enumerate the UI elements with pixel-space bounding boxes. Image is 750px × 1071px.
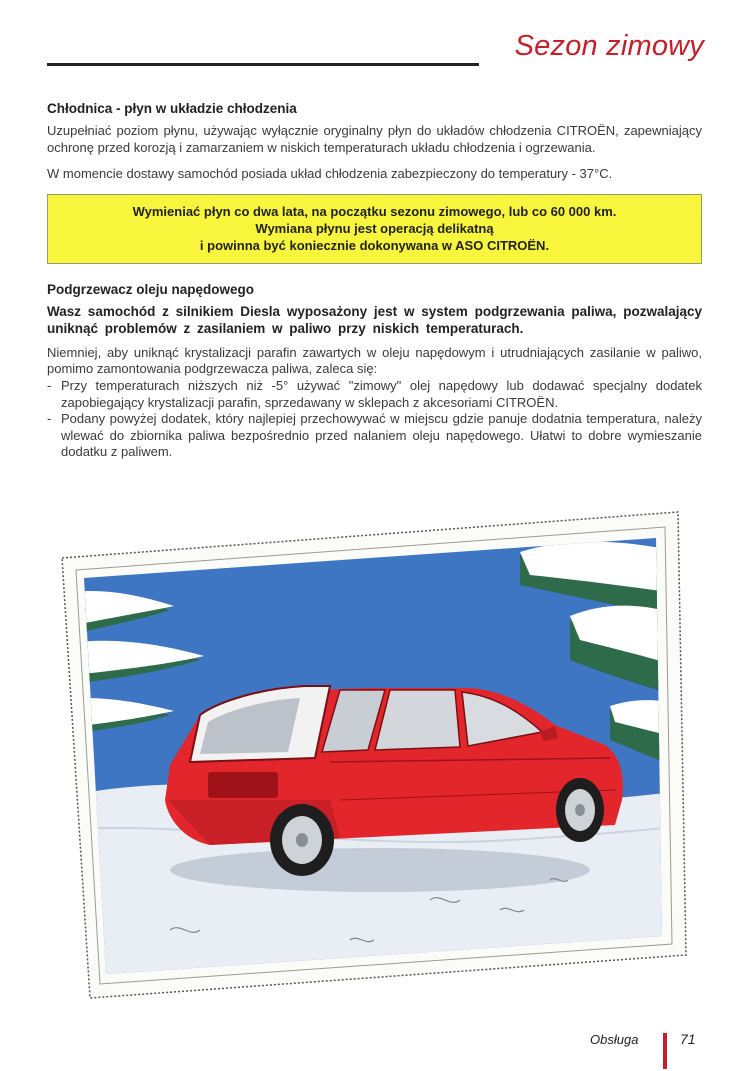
rear-wheel <box>270 804 334 876</box>
fuel-bullet-item: - Podany powyżej dodatek, który najlepiej przechowywać w miejscu gdzie panuje dodatnia temperatura, należy wlewać do zbiornika paliwa bezpośrednio przed nalaniem oleju napędowego. Ułatwi to dobre wymieszanie dodatku z paliwem. <box>47 411 702 461</box>
header-rule <box>47 63 479 66</box>
coolant-paragraph-1: Uzupełniać poziom płynu, używając wyłącznie oryginalny płyn do układów chłodzenia CITROËN, zapewniający ochronę przed korozją i zamarzaniem w niskich temperaturach układu chłodzenia i ogrzewania. <box>47 123 702 155</box>
fuel-bullet-item: - Przy temperaturach niższych niż -5° używać "zimowy" olej napędowy lub dodawać specjalny dodatek zapobiegający krystalizacji parafin, sprzedawany w sklepach z akcesoriami CITROËN. <box>47 378 702 411</box>
callout-line-2: Wymiana płynu jest operacją delikatną <box>255 220 494 236</box>
fuel-paragraph: Niemniej, aby uniknąć krystalizacji parafin zawartych w oleju napędowym i utrudniających zasilanie w paliwo, pomimo zamontowania podgrzewacza paliwa, zaleca się: <box>47 344 702 377</box>
front-wheel <box>556 778 604 842</box>
winter-car-illustration <box>50 500 690 1005</box>
tail-light <box>208 772 278 798</box>
footer-accent-bar <box>663 1033 667 1069</box>
fuel-lead-paragraph: Wasz samochód z silnikiem Diesla wyposażony jest w system podgrzewania paliwa, pozwalający uniknąć problemów z zasilaniem w paliwo przy niskich temperaturach. <box>47 303 702 336</box>
section-heading-fuel: Podgrzewacz oleju napędowego <box>47 281 255 297</box>
callout-line-1: Wymieniać płyn co dwa lata, na początku sezonu zimowego, lub co 60 000 km. <box>132 203 617 219</box>
section-heading-coolant: Chłodnica - płyn w układzie chłodzenia <box>47 101 297 116</box>
coolant-paragraph-2: W momencie dostawy samochód posiada układ chłodzenia zabezpieczony do temperatury - 37°C. <box>47 166 613 182</box>
content-column <box>47 101 702 461</box>
warning-callout <box>47 194 702 264</box>
fuel-bullet-list <box>47 378 702 461</box>
page-title: Sezon zimowy <box>514 30 704 62</box>
callout-line-3: i powinna być koniecznie dokonywana w ASO CITROËN. <box>199 237 550 253</box>
page-number: 71 <box>680 1031 696 1047</box>
footer-section-label: Obsługa <box>590 1032 639 1047</box>
side-window-middle <box>375 690 460 750</box>
